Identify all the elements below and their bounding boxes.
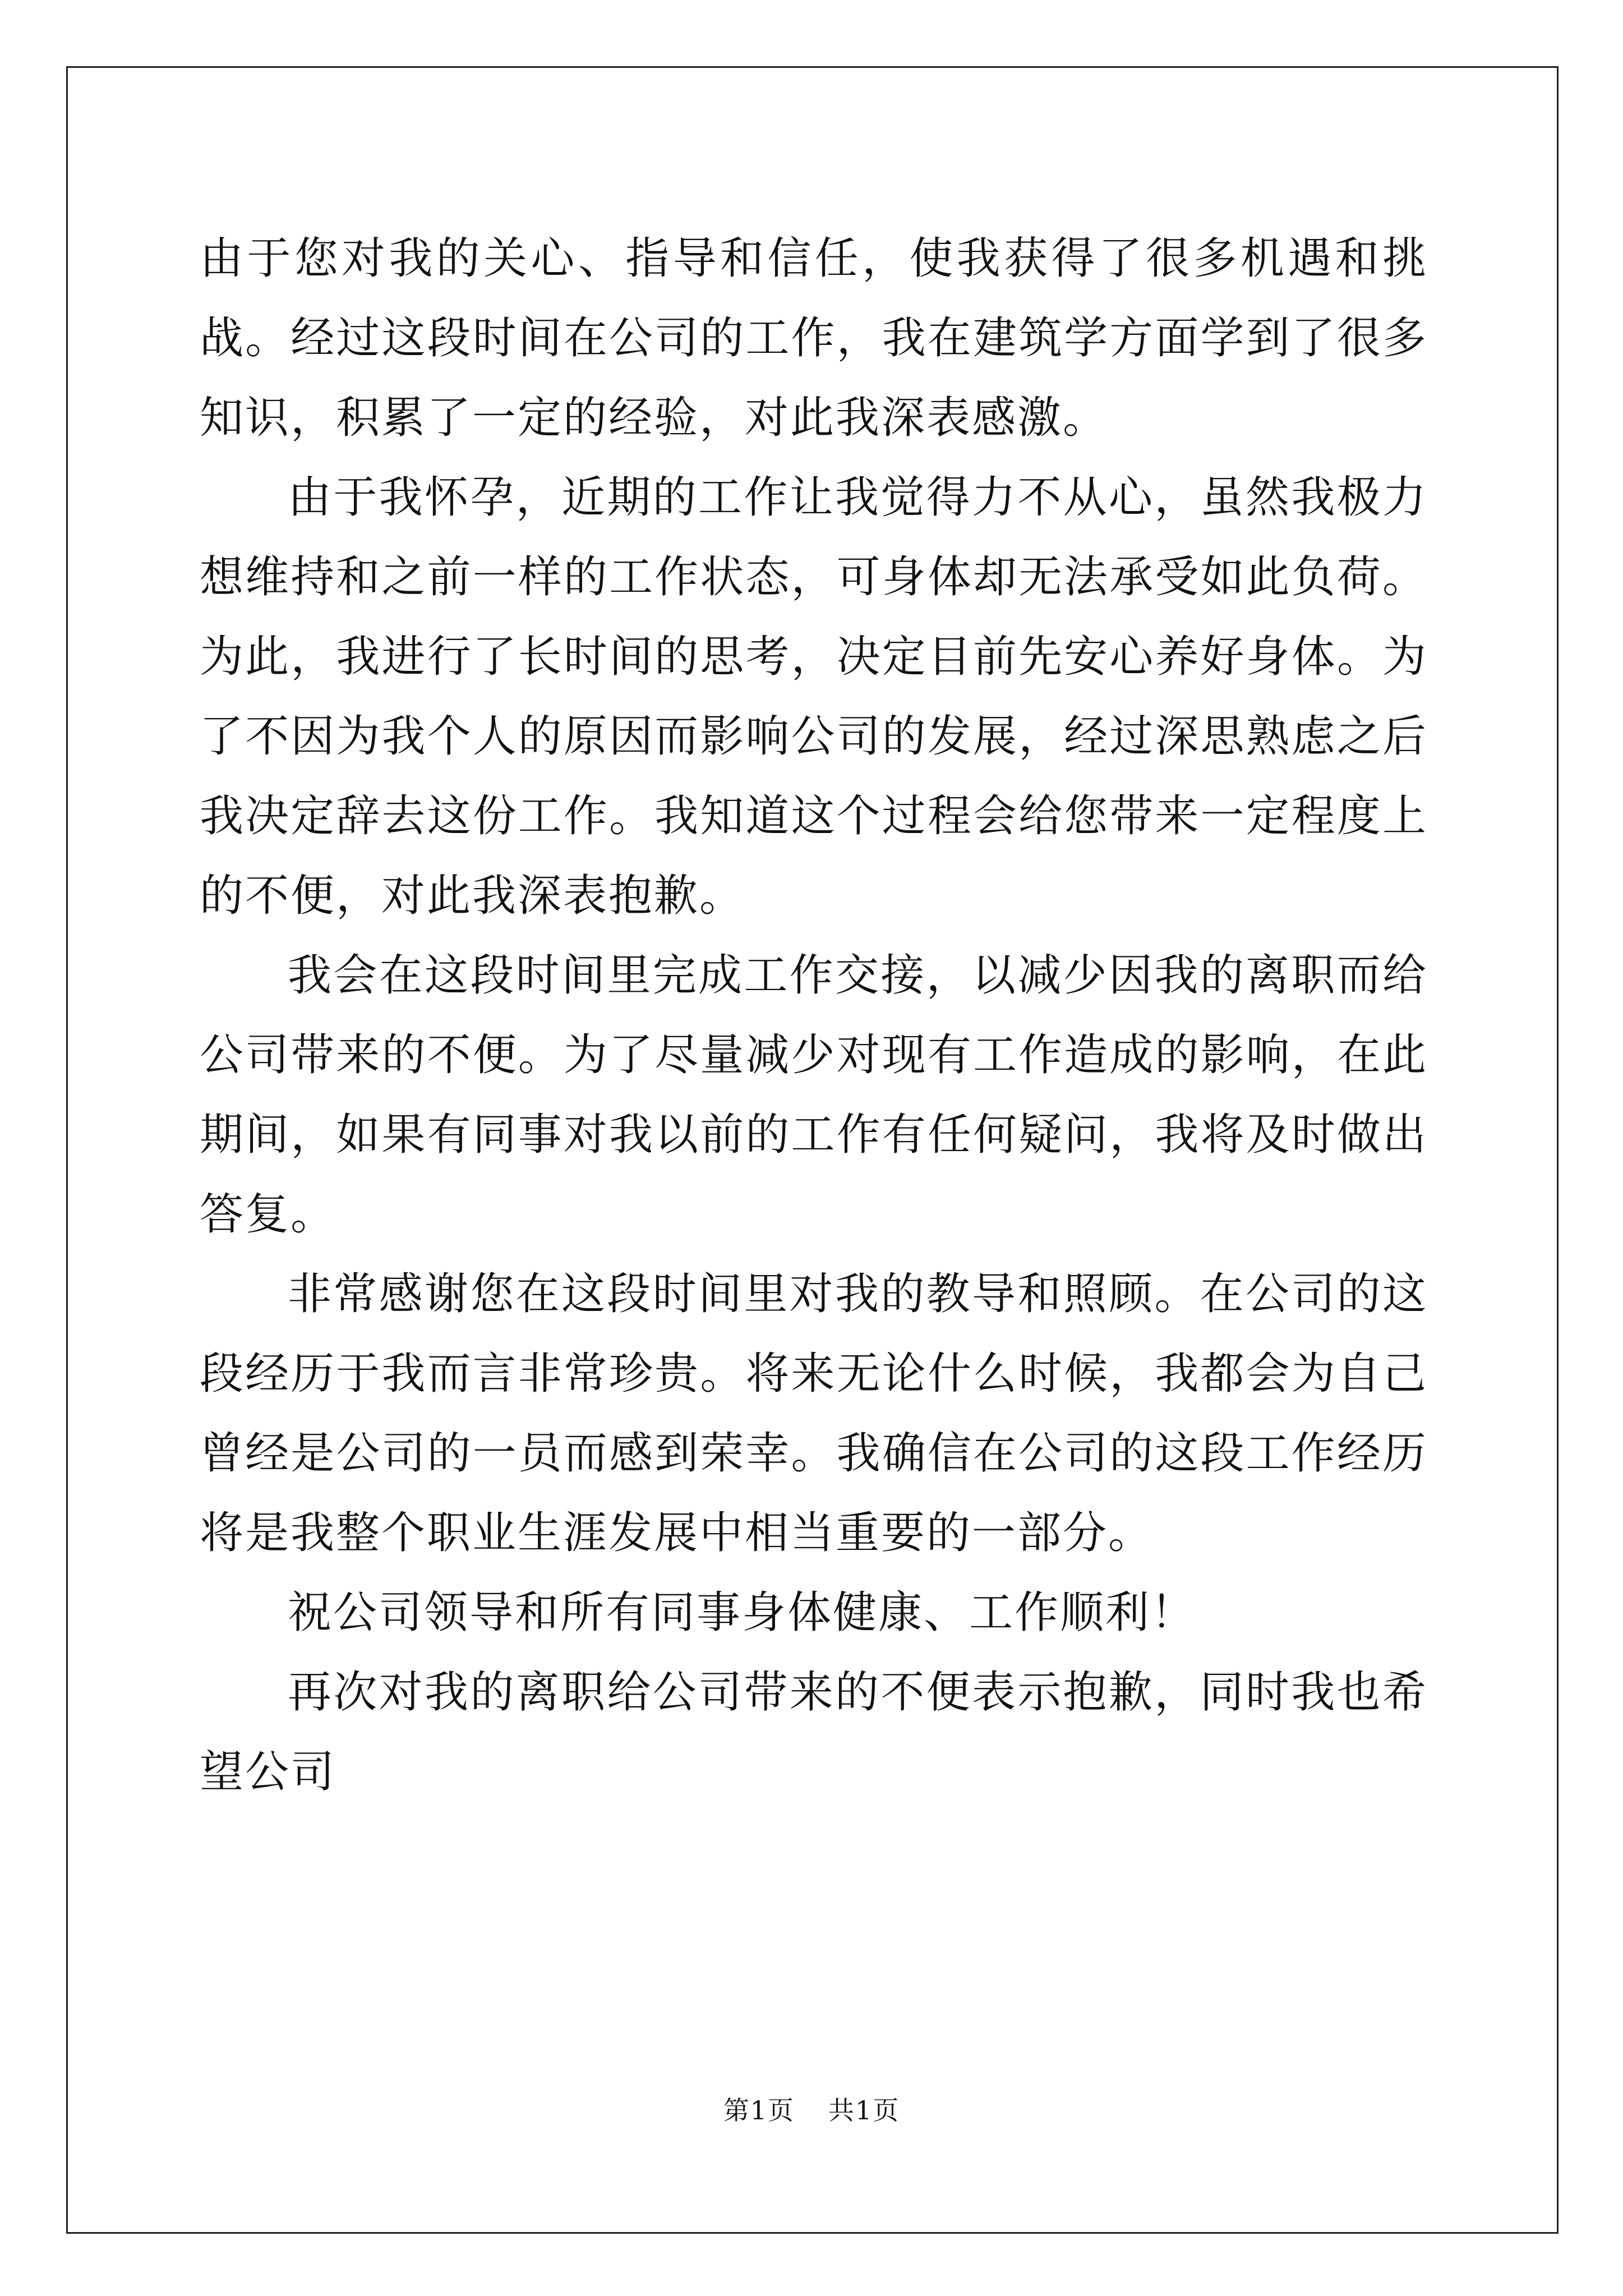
paragraph-3: 我会在这段时间里完成工作交接，以减少因我的离职而给公司带来的不便。为了尽量减少对现有工作造成的影响，在此期间，如果有同事对我以前的工作有任何疑问，我将及时做出答复。	[200, 950, 1428, 1240]
page-total: 共1页	[828, 2095, 900, 2125]
paragraph-5: 祝公司领导和所有同事身体健康、工作顺利！	[288, 1588, 1197, 1638]
paragraph-4: 非常感谢您在这段时间里对我的教导和照顾。在公司的这段经历于我而言非常珍贵。将来无论什么时候，我都会为自己曾经是公司的一员而感到荣幸。我确信在公司的这段工作经历将是我整个职业生涯发展中相当重要的一部分。	[200, 1269, 1428, 1558]
paragraph-6: 再次对我的离职给公司带来的不便表示抱歉，同时我也希望公司	[200, 1667, 1428, 1797]
page-footer	[0, 2095, 1623, 2126]
document-body	[200, 219, 1428, 1812]
paragraph-1: 由于您对我的关心、指导和信任，使我获得了很多机遇和挑战。经过这段时间在公司的工作，我在建筑学方面学到了很多知识，积累了一定的经验，对此我深表感激。	[200, 233, 1428, 443]
page-number: 第1页	[723, 2095, 795, 2125]
paragraph-2: 由于我怀孕，近期的工作让我觉得力不从心，虽然我极力想维持和之前一样的工作状态，可身体却无法承受如此负荷。为此，我进行了长时间的思考，决定目前先安心养好身体。为了不因为我个人的原因而影响公司的发展，经过深思熟虑之后我决定辞去这份工作。我知道这个过程会给您带来一定程度上的不便，对此我深表抱歉。	[200, 472, 1428, 921]
